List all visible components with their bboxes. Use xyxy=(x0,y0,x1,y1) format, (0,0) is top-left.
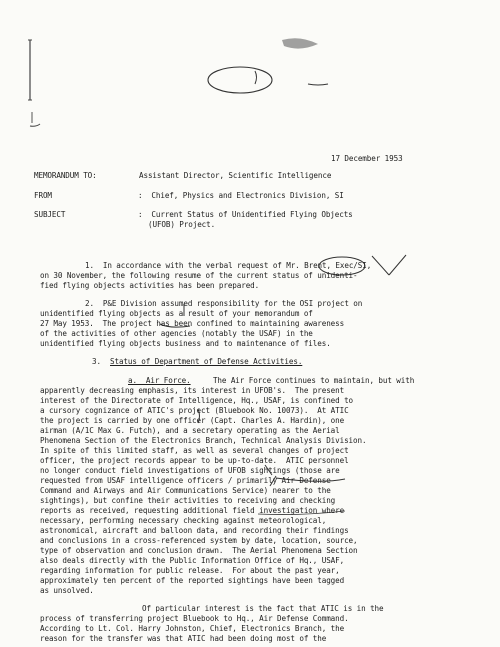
para3a-label: a. Air Force. xyxy=(128,376,191,385)
para2-line: unidentified flying objects business and to maintenance of files. xyxy=(40,339,331,348)
subject-line-1: : Current Status of Unidentified Flying Objects xyxy=(138,210,353,219)
section3-heading: Status of Department of Defense Activities. xyxy=(110,357,303,366)
from-value: : Chief, Physics and Electronics Division, SI xyxy=(138,191,344,200)
para3a-line: a cursory cognizance of ATIC's project (Bluebook No. 10073). At ATIC xyxy=(40,406,349,415)
subject-label: SUBJECT xyxy=(34,210,66,219)
para1-line: 1. In accordance with the verbal request of Mr. Brent, Exec/SI, xyxy=(85,261,372,270)
para3a-line: In spite of this limited staff, as well as several changes of project xyxy=(40,446,349,455)
subject-line-2: (UFOB) Project. xyxy=(148,220,216,229)
para2-line: 27 May 1953. The project has been confined to maintaining awareness xyxy=(40,319,345,328)
para3a-line: necessary, performing necessary checking against meteorological, xyxy=(40,516,327,525)
para3a-line: also deals directly with the Public Information Office of Hq., USAF, xyxy=(40,556,345,565)
para3a-line: airman (A/1C Max G. Futch), and a secretary operating as the Aerial xyxy=(40,426,340,435)
para3a-line: Command and Airways and Air Communications Service) nearer to the xyxy=(40,486,331,495)
para3a-line: as unsolved. xyxy=(40,586,94,595)
para3a-line: Phenomena Section of the Electronics Branch, Technical Analysis Division. xyxy=(40,436,367,445)
para1-line: fied flying objects activities has been prepared. xyxy=(40,281,260,290)
para4-line: reason for the transfer was that ATIC had been doing most of the xyxy=(40,634,327,643)
section3-number: 3. xyxy=(92,357,101,366)
para2-line: unidentified flying objects as a result of your memorandum of xyxy=(40,309,313,318)
para3a-line: and conclusions in a cross-referenced system by date, location, source, xyxy=(40,536,358,545)
para3a-line: astronomical, aircraft and balloon data, and recording their findings xyxy=(40,526,349,535)
para2-line: 2. P&E Division assumed responsibility for the OSI project on xyxy=(85,299,363,308)
to-label: MEMORANDUM TO: xyxy=(34,171,97,180)
para3a-first: The Air Force continues to maintain, but with xyxy=(204,376,415,385)
para1-line: on 30 November, the following resume of the current status of unidenti- xyxy=(40,271,358,280)
para3a-line: the project is carried by one officer (Capt. Charles A. Hardin), one xyxy=(40,416,345,425)
para3a-line: reports as received, requesting additional field investigation where xyxy=(40,506,345,515)
para4-line: Of particular interest is the fact that ATIC is in the xyxy=(142,604,384,613)
para3a-line: requested from USAF intelligence officers / primarily Air Defense xyxy=(40,476,331,485)
para2-line: of the activities of other agencies (notably the USAF) in the xyxy=(40,329,313,338)
para4-line: According to Lt. Col. Harry Johnston, Chief, Electronics Branch, the xyxy=(40,624,345,633)
from-label: FROM xyxy=(34,191,52,200)
para3a-line: interest of the Directorate of Intelligence, Hq., USAF, is confined to xyxy=(40,396,354,405)
para4-line: process of transferring project Bluebook to Hq., Air Defense Command. xyxy=(40,614,349,623)
para3a-line: no longer conduct field investigations of UFOB sightings (those are xyxy=(40,466,340,475)
memo-date: 17 December 1953 xyxy=(331,154,403,163)
para3a-line: apparently decreasing emphasis, its interest in UFOB's. The present xyxy=(40,386,345,395)
to-value: Assistant Director, Scientific Intelligence xyxy=(139,171,332,180)
para3a-line: officer, the project records appear to be up-to-date. ATIC personnel xyxy=(40,456,349,465)
para3a-line: type of observation and conclusion drawn. The Aerial Phenomena Section xyxy=(40,546,358,555)
para3a-line: sightings), but confine their activities to receiving and checking xyxy=(40,496,336,505)
para3a-line: regarding information for public release. For about the past year, xyxy=(40,566,340,575)
para3a-line: approximately ten percent of the reported sightings have been tagged xyxy=(40,576,345,585)
